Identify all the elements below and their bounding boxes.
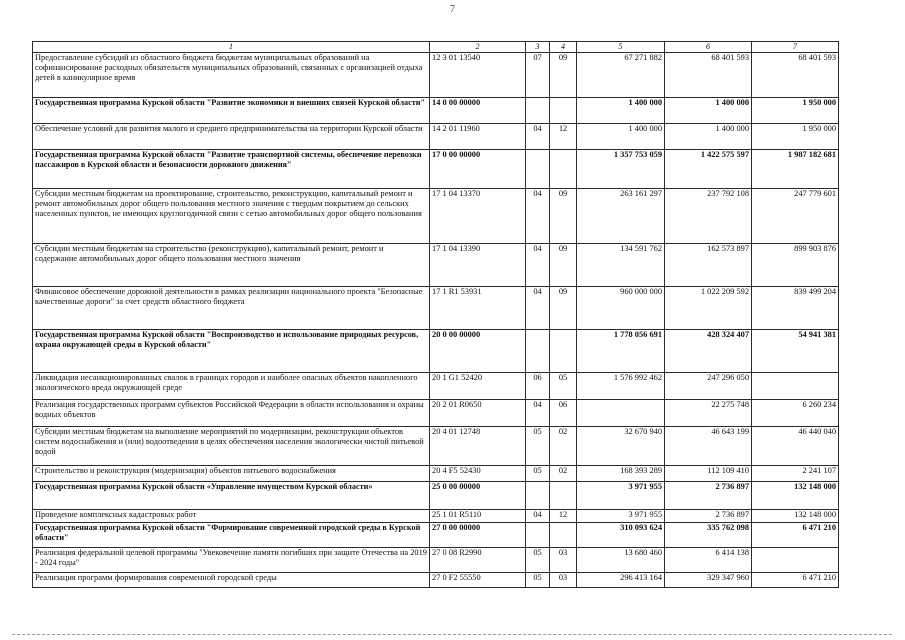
row-name-cell: Субсидии местным бюджетам на строительство (реконструкцию), капитальный ремонт, ремонт и содержание автомобильных дорог общего пользования местного значения xyxy=(33,244,430,287)
row-amount-col7-cell xyxy=(752,548,839,573)
row-amount-col7-cell: 6 471 210 xyxy=(752,523,839,548)
row-section-cell: 05 xyxy=(526,427,550,466)
row-subsection-cell: 02 xyxy=(550,427,577,466)
table-row xyxy=(33,482,839,510)
row-section-cell xyxy=(526,150,550,189)
row-name-cell: Ликвидация несанкционированных свалок в границах городов и наиболее опасных объектов накопленного экологического вреда окружающей среде xyxy=(33,373,430,400)
row-amount-col6-cell: 112 109 410 xyxy=(665,466,752,482)
row-name-cell: Обеспечение условий для развития малого и среднего предпринимательства на территории Курской области xyxy=(33,124,430,150)
row-code-cell: 27 0 00 00000 xyxy=(430,523,526,548)
row-section-cell: 04 xyxy=(526,124,550,150)
row-amount-col6-cell: 1 400 000 xyxy=(665,124,752,150)
row-amount-col7-cell: 54 941 381 xyxy=(752,330,839,373)
row-code-cell: 27 0 08 R2990 xyxy=(430,548,526,573)
row-section-cell: 04 xyxy=(526,189,550,244)
row-code-cell: 17 1 04 13370 xyxy=(430,189,526,244)
row-amount-col6-cell: 2 736 897 xyxy=(665,510,752,523)
row-amount-col6-cell: 68 401 593 xyxy=(665,53,752,98)
row-amount-col5-cell: 1 576 992 462 xyxy=(577,373,665,400)
row-amount-col7-cell: 132 148 000 xyxy=(752,510,839,523)
row-amount-col5-cell: 263 161 297 xyxy=(577,189,665,244)
row-amount-col7-cell xyxy=(752,373,839,400)
row-amount-col6-cell: 428 324 407 xyxy=(665,330,752,373)
table-row xyxy=(33,510,839,523)
row-name-cell: Государственная программа Курской области "Развитие экономики и внешних связей Курской области" xyxy=(33,98,430,124)
row-name-cell: Строительство и реконструкция (модернизация) объектов питьевого водоснабжения xyxy=(33,466,430,482)
row-section-cell: 05 xyxy=(526,466,550,482)
row-code-cell: 25 1 01 R5110 xyxy=(430,510,526,523)
row-amount-col7-cell: 1 950 000 xyxy=(752,98,839,124)
row-section-cell: 05 xyxy=(526,573,550,588)
row-subsection-cell xyxy=(550,482,577,510)
header-cell: 3 xyxy=(526,42,550,53)
row-name-cell: Проведение комплексных кадастровых работ xyxy=(33,510,430,523)
row-amount-col5-cell: 168 393 289 xyxy=(577,466,665,482)
row-name-cell: Субсидии местным бюджетам на выполнение мероприятий по модернизации, реконструкции объектов систем водоснабжения и (или) водоотведения в целях обеспечения населения экологически чистой питьевой водой xyxy=(33,427,430,466)
header-cell: 7 xyxy=(752,42,839,53)
row-amount-col6-cell: 329 347 960 xyxy=(665,573,752,588)
row-section-cell: 07 xyxy=(526,53,550,98)
row-subsection-cell: 12 xyxy=(550,510,577,523)
row-subsection-cell: 05 xyxy=(550,373,577,400)
row-amount-col5-cell: 1 400 000 xyxy=(577,98,665,124)
row-section-cell: 04 xyxy=(526,244,550,287)
row-amount-col7-cell: 247 779 601 xyxy=(752,189,839,244)
row-amount-col5-cell: 1 357 753 059 xyxy=(577,150,665,189)
header-row xyxy=(33,42,839,53)
row-subsection-cell xyxy=(550,98,577,124)
row-amount-col6-cell: 335 762 098 xyxy=(665,523,752,548)
table-row xyxy=(33,124,839,150)
row-amount-col6-cell: 237 792 108 xyxy=(665,189,752,244)
table-row xyxy=(33,53,839,98)
row-amount-col5-cell: 3 971 955 xyxy=(577,482,665,510)
table-row xyxy=(33,287,839,330)
row-code-cell: 14 2 01 11960 xyxy=(430,124,526,150)
row-name-cell: Государственная программа Курской области «Управление имуществом Курской области» xyxy=(33,482,430,510)
table-row xyxy=(33,427,839,466)
row-name-cell: Государственная программа Курской области "Воспроизводство и использование природных ресурсов, охрана окружающей среды в Курской области" xyxy=(33,330,430,373)
row-subsection-cell: 09 xyxy=(550,189,577,244)
row-amount-col6-cell: 1 022 209 592 xyxy=(665,287,752,330)
row-code-cell: 20 0 00 00000 xyxy=(430,330,526,373)
table-row xyxy=(33,466,839,482)
row-section-cell xyxy=(526,482,550,510)
row-amount-col5-cell: 3 971 955 xyxy=(577,510,665,523)
row-amount-col7-cell: 839 499 204 xyxy=(752,287,839,330)
row-code-cell: 17 0 00 00000 xyxy=(430,150,526,189)
row-code-cell: 25 0 00 00000 xyxy=(430,482,526,510)
row-name-cell: Реализация программ формирования современной городской среды xyxy=(33,573,430,588)
table-row xyxy=(33,189,839,244)
row-section-cell xyxy=(526,98,550,124)
row-subsection-cell: 06 xyxy=(550,400,577,427)
row-code-cell: 12 3 01 13540 xyxy=(430,53,526,98)
row-amount-col7-cell: 1 987 182 681 xyxy=(752,150,839,189)
row-section-cell: 04 xyxy=(526,400,550,427)
row-amount-col7-cell: 1 950 000 xyxy=(752,124,839,150)
row-subsection-cell: 09 xyxy=(550,244,577,287)
row-amount-col6-cell: 46 643 199 xyxy=(665,427,752,466)
row-section-cell: 05 xyxy=(526,548,550,573)
row-code-cell: 17 1 R1 53931 xyxy=(430,287,526,330)
row-amount-col5-cell: 1 778 056 691 xyxy=(577,330,665,373)
row-amount-col5-cell: 67 271 882 xyxy=(577,53,665,98)
row-subsection-cell: 09 xyxy=(550,53,577,98)
row-section-cell: 06 xyxy=(526,373,550,400)
row-code-cell: 14 0 00 00000 xyxy=(430,98,526,124)
table-row xyxy=(33,548,839,573)
table-row xyxy=(33,400,839,427)
row-code-cell: 17 1 04 13390 xyxy=(430,244,526,287)
row-section-cell xyxy=(526,330,550,373)
row-code-cell: 20 1 G1 52420 xyxy=(430,373,526,400)
row-amount-col5-cell: 310 093 624 xyxy=(577,523,665,548)
row-amount-col7-cell: 899 903 876 xyxy=(752,244,839,287)
header-cell: 4 xyxy=(550,42,577,53)
row-name-cell: Предоставление субсидий из областного бюджета бюджетам муниципальных образований на софинансирование расходных обязательств муниципальных образований, связанных с организацией отдыха детей в каникулярное время xyxy=(33,53,430,98)
row-section-cell: 04 xyxy=(526,287,550,330)
header-cell: 1 xyxy=(33,42,430,53)
table-row xyxy=(33,98,839,124)
row-subsection-cell xyxy=(550,523,577,548)
row-amount-col5-cell: 960 000 000 xyxy=(577,287,665,330)
row-name-cell: Государственная программа Курской области "Развитие транспортной системы, обеспечение перевозки пассажиров в Курской области и безопасности дорожного движения" xyxy=(33,150,430,189)
row-amount-col5-cell: 32 670 940 xyxy=(577,427,665,466)
row-amount-col6-cell: 6 414 138 xyxy=(665,548,752,573)
page-number: 7 xyxy=(450,4,455,15)
row-amount-col6-cell: 1 422 575 597 xyxy=(665,150,752,189)
row-amount-col6-cell: 2 736 897 xyxy=(665,482,752,510)
row-subsection-cell: 09 xyxy=(550,287,577,330)
row-amount-col7-cell: 6 471 210 xyxy=(752,573,839,588)
row-section-cell: 04 xyxy=(526,510,550,523)
row-subsection-cell xyxy=(550,330,577,373)
row-amount-col7-cell: 46 440 040 xyxy=(752,427,839,466)
table-row xyxy=(33,330,839,373)
row-name-cell: Финансовое обеспечение дорожной деятельности в рамках реализации национального проекта "Безопасные качественные дороги" за счет средств областного бюджета xyxy=(33,287,430,330)
row-amount-col6-cell: 162 573 897 xyxy=(665,244,752,287)
row-code-cell: 20 4 F5 52430 xyxy=(430,466,526,482)
row-amount-col5-cell: 1 400 000 xyxy=(577,124,665,150)
row-subsection-cell: 12 xyxy=(550,124,577,150)
header-cell: 6 xyxy=(665,42,752,53)
row-code-cell: 20 2 01 R0650 xyxy=(430,400,526,427)
row-amount-col7-cell: 6 260 234 xyxy=(752,400,839,427)
budget-table xyxy=(32,41,839,588)
row-amount-col6-cell: 22 275 748 xyxy=(665,400,752,427)
row-name-cell: Реализация федеральной целевой программы "Увековечение памяти погибших при защите Отечества на 2019 - 2024 годы" xyxy=(33,548,430,573)
row-amount-col5-cell: 13 680 460 xyxy=(577,548,665,573)
row-amount-col6-cell: 247 296 050 xyxy=(665,373,752,400)
table-row xyxy=(33,523,839,548)
row-name-cell: Государственная программа Курской области "Формирование современной городской среды в Курской области" xyxy=(33,523,430,548)
row-amount-col6-cell: 1 400 000 xyxy=(665,98,752,124)
row-code-cell: 20 4 01 12748 xyxy=(430,427,526,466)
row-name-cell: Реализация государственных программ субъектов Российской Федерации в области использования и охраны водных объектов xyxy=(33,400,430,427)
row-amount-col7-cell: 132 148 000 xyxy=(752,482,839,510)
table-row xyxy=(33,150,839,189)
row-subsection-cell: 03 xyxy=(550,548,577,573)
table-row xyxy=(33,573,839,588)
table-row xyxy=(33,373,839,400)
row-subsection-cell xyxy=(550,150,577,189)
row-subsection-cell: 02 xyxy=(550,466,577,482)
row-amount-col7-cell: 68 401 593 xyxy=(752,53,839,98)
row-amount-col7-cell: 2 241 107 xyxy=(752,466,839,482)
row-code-cell: 27 0 F2 55550 xyxy=(430,573,526,588)
scan-border-line xyxy=(12,634,892,635)
row-name-cell: Субсидии местным бюджетам на проектирование, строительство, реконструкцию, капитальный ремонт и ремонт автомобильных дорог общего пользования местного значения с твердым покрытием до сельских населенных пунктов, не имеющих круглогодичной связи с сетью автомобильных дорог общего пользования xyxy=(33,189,430,244)
row-section-cell xyxy=(526,523,550,548)
row-subsection-cell: 03 xyxy=(550,573,577,588)
table-row xyxy=(33,244,839,287)
row-amount-col5-cell: 296 413 164 xyxy=(577,573,665,588)
row-amount-col5-cell xyxy=(577,400,665,427)
row-amount-col5-cell: 134 591 762 xyxy=(577,244,665,287)
header-cell: 2 xyxy=(430,42,526,53)
header-cell: 5 xyxy=(577,42,665,53)
